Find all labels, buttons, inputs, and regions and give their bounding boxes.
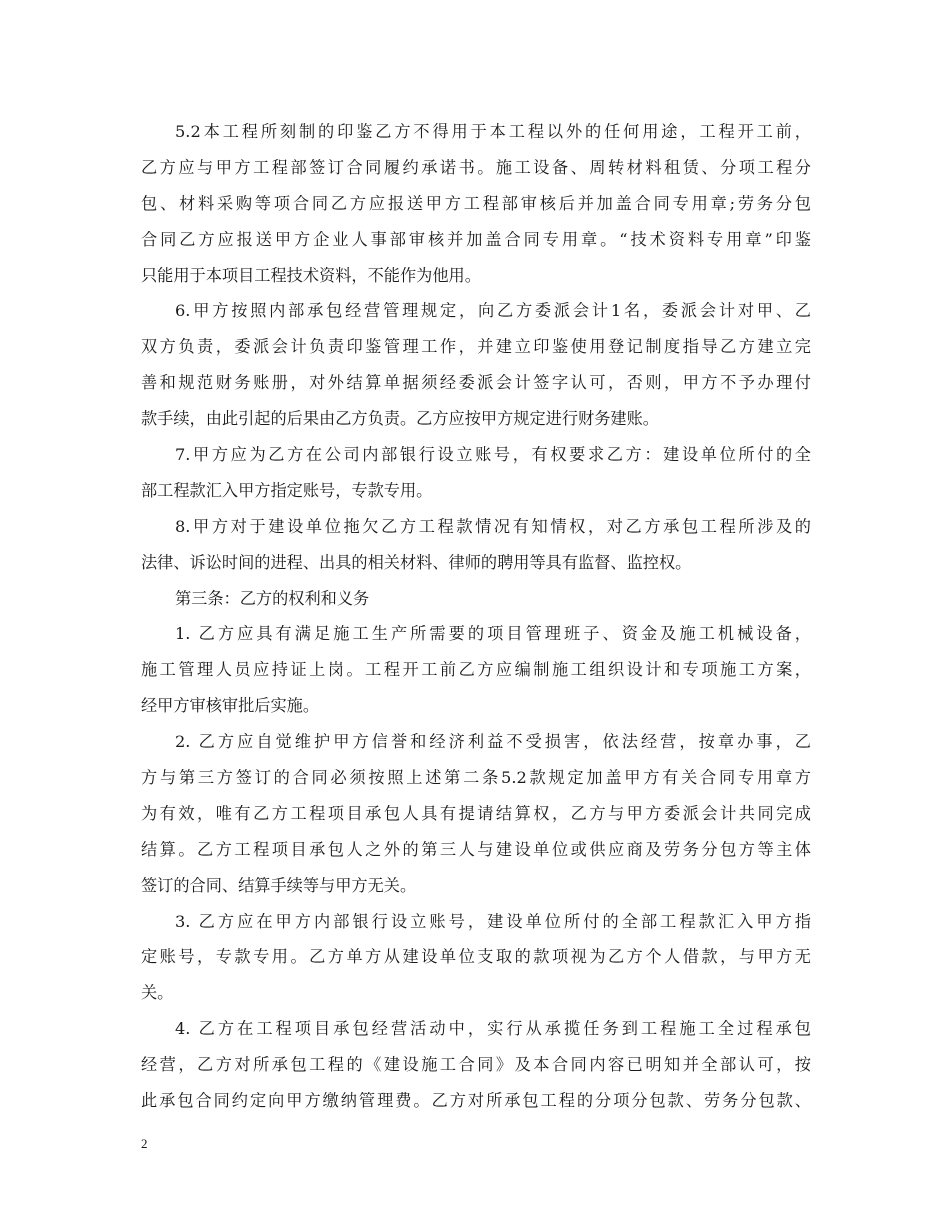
text-line: 合同乙方应报送甲方企业人事部审核并加盖合同专用章。“技术资料专用章”印鉴 bbox=[141, 229, 811, 249]
text-line: 双方负责，委派会计负责印鉴管理工作，并建立印鉴使用登记制度指导乙方建立完 bbox=[141, 337, 811, 357]
text-line: 善和规范财务账册，对外结算单据须经委派会计签字认可，否则，甲方不予办理付 bbox=[141, 373, 811, 393]
text-line: 关。 bbox=[141, 983, 174, 1003]
text-line: 3. 乙方应在甲方内部银行设立账号，建设单位所付的全部工程款汇入甲方指 bbox=[175, 911, 811, 931]
text-line: 2. 乙方应自觉维护甲方信誉和经济利益不受损害，依法经营，按章办事，乙 bbox=[175, 732, 811, 752]
text-line: 为有效，唯有乙方工程项目承包人具有提请结算权，乙方与甲方委派会计共同完成 bbox=[141, 803, 811, 823]
text-line: 此承包合同约定向甲方缴纳管理费。乙方对所承包工程的分项分包款、劳务分包款、 bbox=[141, 1091, 811, 1111]
text-line: 第三条：乙方的权利和义务 bbox=[175, 588, 370, 608]
text-line: 6.甲方按照内部承包经营管理规定，向乙方委派会计1名，委派会计对甲、乙 bbox=[175, 301, 811, 321]
text-line: 5.2本工程所刻制的印鉴乙方不得用于本工程以外的任何用途，工程开工前， bbox=[175, 122, 811, 141]
page-number: 2 bbox=[141, 1136, 148, 1151]
text-line: 经甲方审核审批后实施。 bbox=[141, 696, 320, 716]
text-line: 款手续，由此引起的后果由乙方负责。乙方应按甲方规定进行财务建账。 bbox=[141, 409, 659, 429]
text-line: 7.甲方应为乙方在公司内部银行设立账号，有权要求乙方：建设单位所付的全 bbox=[175, 445, 811, 465]
text-line: 施工管理人员应持证上岗。工程开工前乙方应编制施工组织设计和专项施工方案， bbox=[141, 660, 811, 680]
text-line: 结算。乙方工程项目承包人之外的第三人与建设单位或供应商及劳务分包方等主体 bbox=[141, 839, 811, 859]
text-line: 签订的合同、结算手续等与甲方无关。 bbox=[141, 875, 417, 895]
text-line: 只能用于本项目工程技术资料，不能作为他用。 bbox=[141, 265, 481, 285]
text-line: 部工程款汇入甲方指定账号，专款专用。 bbox=[141, 480, 433, 500]
text-line: 8.甲方对于建设单位拖欠乙方工程款情况有知情权，对乙方承包工程所涉及的 bbox=[175, 516, 811, 536]
text-line: 经营，乙方对所承包工程的《建设施工合同》及本合同内容已明知并全部认可，按 bbox=[141, 1055, 811, 1075]
text-line: 乙方应与甲方工程部签订合同履约承诺书。施工设备、周转材料租赁、分项工程分 bbox=[141, 157, 811, 177]
text-line: 法律、诉讼时间的进程、出具的相关材料、律师的聘用等具有监督、监控权。 bbox=[141, 552, 692, 572]
text-line: 包、材料采购等项合同乙方应报送甲方工程部审核后并加盖合同专用章;劳务分包 bbox=[141, 193, 811, 213]
text-line: 方与第三方签订的合同必须按照上述第二条5.2款规定加盖甲方有关合同专用章方 bbox=[141, 768, 811, 788]
document-body bbox=[141, 114, 811, 1119]
text-line: 4. 乙方在工程项目承包经营活动中，实行从承揽任务到工程施工全过程承包 bbox=[175, 1019, 811, 1039]
text-line: 定账号，专款专用。乙方单方从建设单位支取的款项视为乙方个人借款，与甲方无 bbox=[141, 947, 811, 967]
text-line: 1. 乙方应具有满足施工生产所需要的项目管理班子、资金及施工机械设备， bbox=[175, 624, 811, 644]
